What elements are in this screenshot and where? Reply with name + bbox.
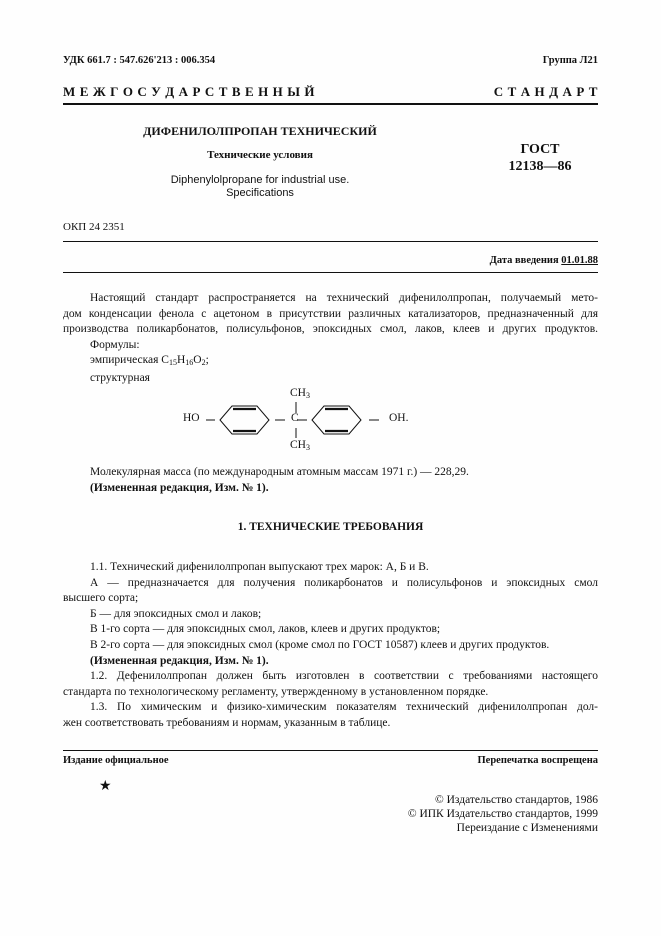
banner-word-interstate: М Е Ж Г О С У Д А Р С Т В Е Н Н Ы Й <box>63 84 316 99</box>
hydroxyl-right: OH. <box>389 412 409 424</box>
date-rule <box>63 272 598 273</box>
english-title <box>100 174 420 200</box>
header-rule <box>63 103 598 105</box>
methyl-bottom: $CH_3$ <box>290 439 310 452</box>
empirical-formula <box>63 353 598 371</box>
english-title-line-1: Diphenylolpropane for industrial use. <box>170 174 350 186</box>
structural-formula <box>183 384 423 454</box>
methyl-top: $CH_3$ <box>290 387 310 400</box>
clause-1-3-line-2: жен соответствовать требованиям и нормам, указанным в таблице. <box>63 716 391 729</box>
intro-paragraph <box>63 291 598 387</box>
central-carbon: C <box>291 412 299 424</box>
standard-banner <box>63 84 598 100</box>
intro-line-1: Настоящий стандарт распространяется на технический дифенилолпропан, получаемый мето- <box>90 292 598 304</box>
clause-1-1: 1.1. Технический дифенилолпропан выпускают трех марок: А, Б и В. <box>90 561 429 573</box>
banner-word-standard: С Т А Н Д А Р Т <box>493 84 598 99</box>
formulas-label: Формулы: <box>90 338 140 351</box>
grade-a-line-2: высшего сорта; <box>63 592 139 605</box>
intro-line-3: производства поликарбонатов, полисульфонов, эпоксидных смол, лаков, клеев и других продуктов. <box>63 323 598 336</box>
grade-a-line-1: А — предназначается для получения поликарбонатов и полисульфонов и эпоксидных смол <box>90 576 598 589</box>
section-1-heading: 1. ТЕХНИЧЕСКИЕ ТРЕБОВАНИЯ <box>237 521 424 533</box>
reissue-note: Переиздание с Изменениями <box>456 822 598 834</box>
introduction-date-label: Дата введения <box>489 255 559 266</box>
grade-v-1: В 1-го сорта — для эпоксидных смол, лаков, клеев и других продуктов; <box>90 623 441 636</box>
reprint-prohibited: Перепечатка воспрещена <box>477 755 598 766</box>
introduction-date-value: 01.01.88 <box>561 255 598 266</box>
molar-mass <box>90 465 598 496</box>
group-code: Группа Л21 <box>542 55 598 66</box>
hydroxyl-left: HO <box>183 412 200 424</box>
star-icon: ★ <box>99 779 112 794</box>
page-title: ДИФЕНИЛОЛПРОПАН ТЕХНИЧЕСКИЙ <box>143 124 377 138</box>
change-note-2: (Измененная редакция, Изм. № 1). <box>90 654 269 667</box>
grade-b: Б — для эпоксидных смол и лаков; <box>90 607 262 620</box>
okp-code: ОКП 24 2351 <box>63 221 125 233</box>
introduction-date <box>490 255 598 266</box>
english-title-line-2: Specifications <box>226 187 294 199</box>
grade-v-2: В 2-го сорта — для эпоксидных смол (кроме смол по ГОСТ 10587) клеев и других продуктов. <box>90 638 550 651</box>
structural-label: структурная <box>90 371 150 384</box>
copyright-block <box>298 793 598 835</box>
gost-label: ГОСТ <box>520 142 560 157</box>
gost-number: 12138—86 <box>508 159 572 174</box>
intro-line-2: дом конденсации фенола с ацетоном в присутствии различных катализаторов, предназначенный для <box>63 307 598 320</box>
clause-1-3-line-1: 1.3. По химическим и физико-химическим показателям технический дифенилолпропан дол- <box>90 701 598 714</box>
page-subtitle: Технические условия <box>207 149 313 161</box>
change-note-1: (Измененная редакция, Изм. № 1). <box>90 481 269 494</box>
empirical-value: $C_{15}H_{16}O_2$; <box>161 354 209 368</box>
gost-designation <box>490 141 590 175</box>
clause-1-2-line-2: стандарта по технологическому регламенту, утвержденному в установленном порядке. <box>63 685 489 698</box>
copyright-1986: © Издательство стандартов, 1986 <box>434 794 598 806</box>
section-1-body <box>63 560 598 732</box>
molar-mass-text: Молекулярная масса (по международным атомным массам 1971 г.) — 228,29. <box>90 466 469 478</box>
footer-rule <box>63 750 598 751</box>
okp-rule <box>63 241 598 242</box>
benzene-ring-left <box>220 406 269 434</box>
udk-code: УДК 661.7 : 547.626'213 : 006.354 <box>63 55 216 66</box>
copyright-1999: © ИПК Издательство стандартов, 1999 <box>407 808 598 820</box>
benzene-ring-right <box>312 406 361 434</box>
official-edition: Издание официальное <box>63 755 169 766</box>
clause-1-2-line-1: 1.2. Дефенилолпропан должен быть изготовлен в соответствии с требованиями настоящего <box>90 670 598 683</box>
empirical-label: эмпирическая <box>90 354 159 367</box>
